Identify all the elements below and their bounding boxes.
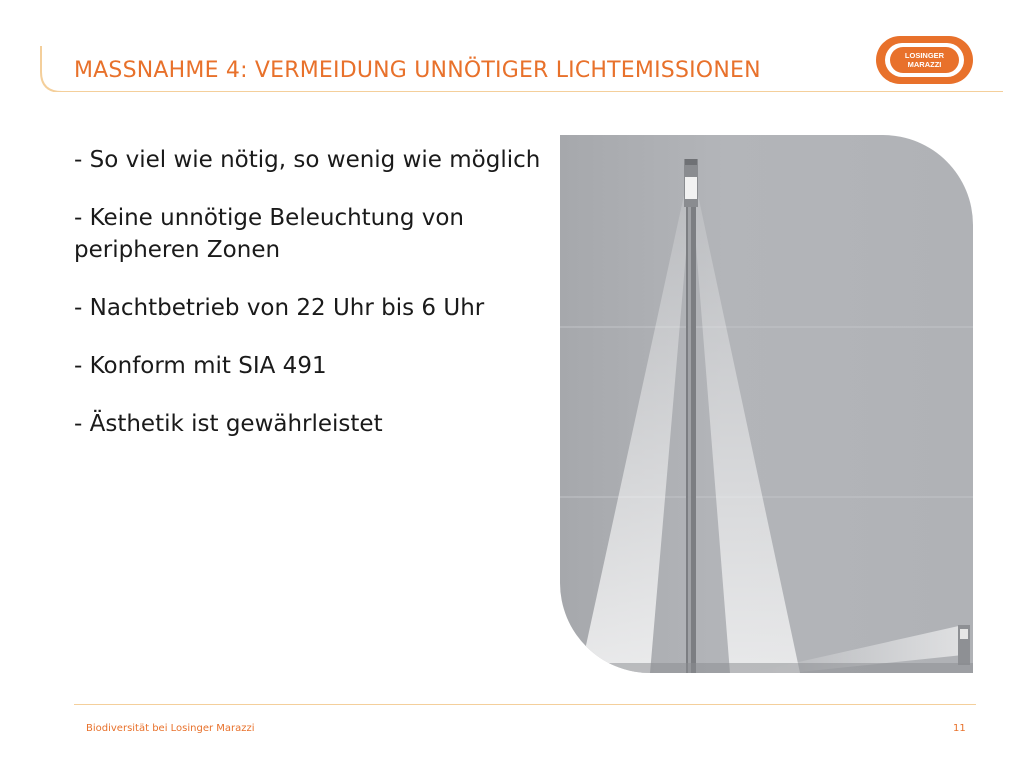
bullet-list (74, 144, 544, 466)
bullet-item: - Keine unnötige Beleuchtung von peripheren Zonen (74, 205, 465, 263)
bullet-item: - Konform mit SIA 491 (74, 353, 327, 379)
losinger-marazzi-logo (876, 36, 973, 84)
bullet-item: - Ästhetik ist gewährleistet (74, 411, 383, 437)
page-number: 11 (953, 723, 966, 734)
light-beam-left (580, 195, 691, 673)
street-light-photo (560, 135, 973, 673)
footer-text: Biodiversität bei Losinger Marazzi (86, 723, 255, 734)
logo-line1: LOSINGER (904, 51, 945, 60)
logo-line2: MARAZZI (907, 60, 942, 69)
slide-title: MASSNAHME 4: VERMEIDUNG UNNÖTIGER LICHTEMISSIONEN (74, 58, 761, 83)
light-beam-right (692, 195, 800, 673)
bullet-item: - Nachtbetrieb von 22 Uhr bis 6 Uhr (74, 295, 485, 321)
footer-rule (74, 704, 976, 705)
bullet-item: - So viel wie nötig, so wenig wie möglich (74, 147, 541, 173)
